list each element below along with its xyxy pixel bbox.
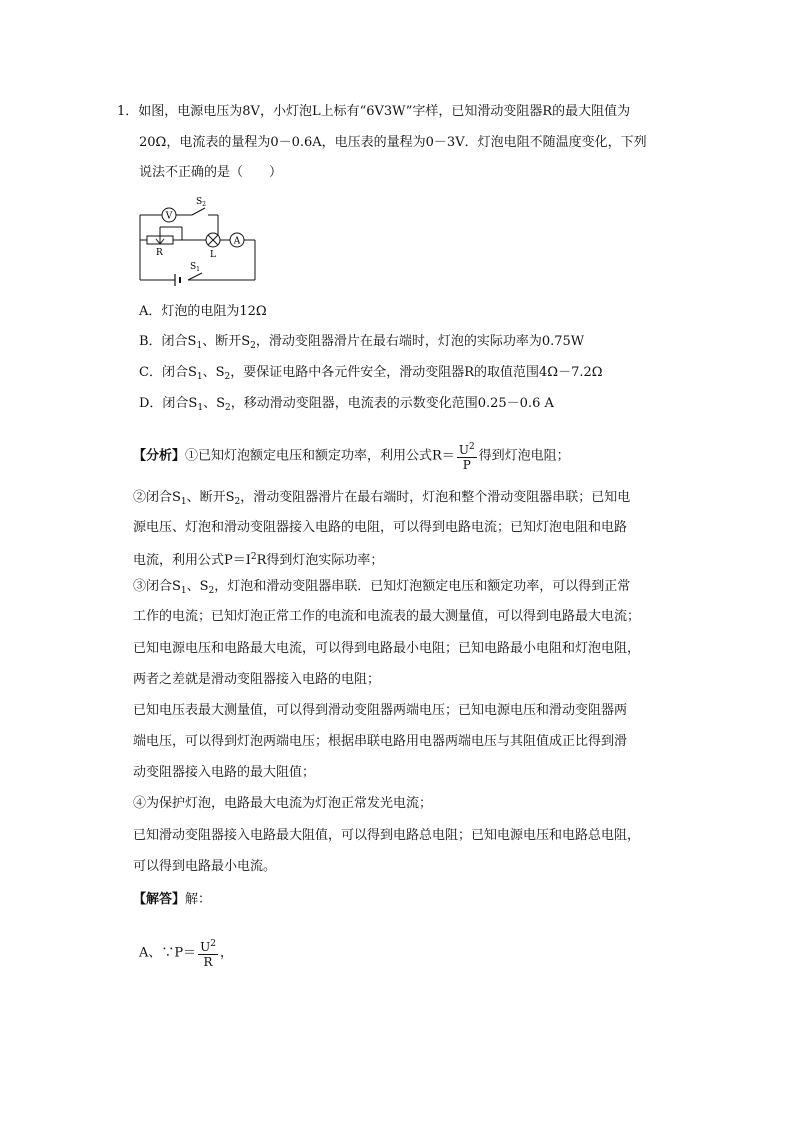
option-a: A．灯泡的电阻为12Ω <box>139 304 267 319</box>
analysis-paragraph-3-line-3: 已知电源电压和电路最大电流，可以得到电路最小电阻；已知电路最小电阻和灯泡电阻， <box>133 641 641 656</box>
switch-s1-label: $S_1$ <box>190 262 200 273</box>
lamp-label: L <box>210 250 216 260</box>
switch-s2-label: $S_2$ <box>196 197 206 208</box>
resistor-label: R <box>156 248 163 258</box>
answer-heading-line: 【解答】解： <box>133 892 212 907</box>
question-stem-line-1: 1．如图，电源电压为8V，小灯泡L上标有“6V3W”字样，已知滑动变阻器R的最大阻值为 <box>117 104 631 119</box>
analysis-paragraph-3-line-6: 端电压，可以得到灯泡两端电压；根据串联电路用电器两端电压与其阻值成正比得到滑 <box>133 734 628 749</box>
analysis-paragraph-3-line-4: 两者之差就是滑动变阻器接入电路的电阻； <box>133 672 381 687</box>
answer-fraction: $\frac{U^2}{R}$ <box>200 939 216 969</box>
question-stem-line-2: 20Ω，电流表的量程为0－0.6A，电压表的量程为0－3V．灯泡电阻不随温度变化，下列 <box>139 135 647 150</box>
analysis-paragraph-3-line-2: 工作的电流；已知灯泡正常工作的电流和电流表的最大测量值，可以得到电路最大电流； <box>133 609 641 624</box>
answer-line-a: A、∵P＝ $\frac{U^2}{R}$ ， <box>139 939 234 969</box>
question-number: 1． <box>117 104 139 119</box>
question-stem-line-3: 说法不正确的是（ ） <box>139 165 283 180</box>
analysis-paragraph-2-line-1: ②闭合$S_1$、断开$S_2$，滑动变阻器滑片在最右端时，灯泡和整个滑动变阻器串联；已知电 <box>133 490 631 507</box>
analysis-paragraph-3-line-1: ③闭合$S_1$、$S_2$，灯泡和滑动变阻器串联．已知灯泡额定电压和额定功率，可以得到正常 <box>133 579 631 596</box>
analysis-paragraph-4-line-3: 可以得到电路最小电流。 <box>133 859 277 874</box>
analysis-paragraph-2-line-2: 源电压、灯泡和滑动变阻器接入电路的电阻，可以得到电路电流；已知灯泡电阻和电路 <box>133 520 628 535</box>
analysis-paragraph-1: 【分析】①已知灯泡额定电压和额定功率，利用公式R＝ $\frac{U^2}{P}$ 得到灯泡电阻； <box>133 442 570 472</box>
formula-fraction: $\frac{U^2}{P}$ <box>458 442 475 472</box>
option-b: B．闭合$S_1$、断开$S_2$，滑动变阻器滑片在最右端时，灯泡的实际功率为0.75W <box>139 334 585 351</box>
ammeter-label: A <box>233 236 241 247</box>
analysis-heading: 【分析】 <box>133 448 186 464</box>
voltmeter-label: V <box>165 211 173 222</box>
option-d: D．闭合$S_1$、$S_2$，移动滑动变阻器，电流表的示数变化范围0.25－0.6 A <box>139 396 554 413</box>
option-c: C．闭合$S_1$、$S_2$，要保证电路中各元件安全，滑动变阻器R的取值范围4Ω－7.2Ω <box>139 365 603 382</box>
analysis-paragraph-3-line-7: 动变阻器接入电路的最大阻值； <box>133 765 316 780</box>
answer-heading: 【解答】 <box>133 892 186 907</box>
analysis-paragraph-3-line-5: 已知电压表最大测量值，可以得到滑动变阻器两端电压；已知电源电压和滑动变阻器两 <box>133 703 628 718</box>
analysis-paragraph-4-line-1: ④为保护灯泡，电路最大电流为灯泡正常发光电流； <box>133 796 433 811</box>
circuit-diagram <box>130 195 265 287</box>
analysis-paragraph-4-line-2: 已知滑动变阻器接入电路最大阻值，可以得到电路总电阻；已知电源电压和电路总电阻， <box>133 828 641 843</box>
analysis-paragraph-2-line-3: 电流，利用公式$P=I^2R$得到灯泡实际功率； <box>133 552 384 568</box>
